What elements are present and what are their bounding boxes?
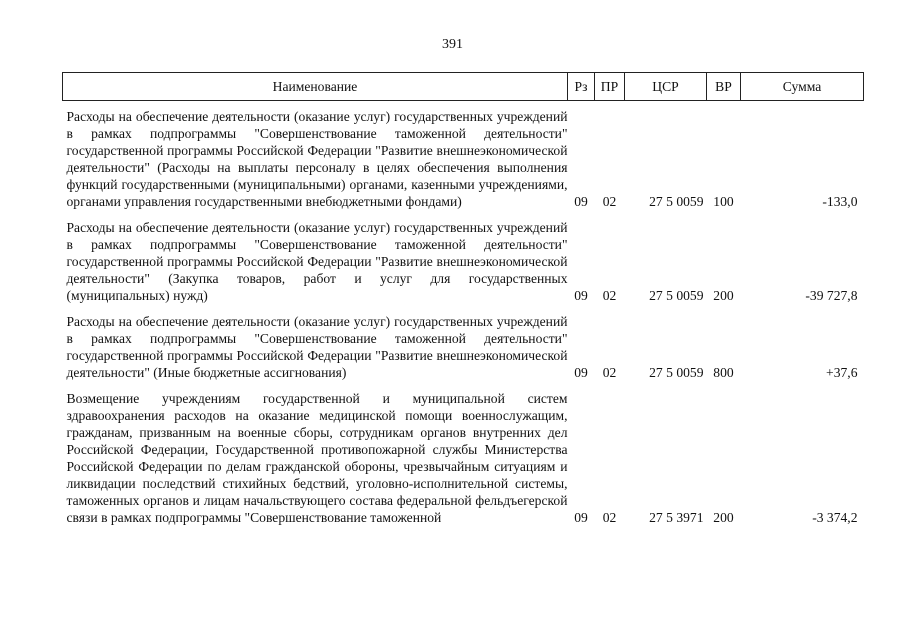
row-pr: 02	[602, 510, 617, 525]
row-sum: -39 727,8	[805, 288, 858, 303]
row-name: Расходы на обеспечение деятельности (оказание услуг) государственных учреждений в рамках подпрограммы "Совершенствование таможенной деятельности" государственной программы Российской Федерации "Развитие внешнеэкономической деятельности" (Закупка товаров, работ и услуг для государственных (муниципальных) нужд)	[66, 220, 568, 303]
header-vr: ВР	[707, 73, 741, 101]
row-rz: 09	[574, 288, 588, 303]
row-name: Возмещение учреждениям государственной и муниципальной систем здравоохранения расходов на оказание медицинской помощи военнослужащим, гражданам, призванным на военные сборы, сотрудникам органов внутренних дел Российской Федерации, Государственной противопожарной службы Министерства Российской Федерации по делам гражданской обороны, чрезвычайным ситуациям и ликвидации последствий стихийных бедствий, уголовно-исполнительной системы, таможенных органов и лицам начальствующего состава федеральной фельдъегерской связи в рамках подпрограммы "Совершенствование таможенной	[66, 391, 568, 525]
header-sum: Сумма	[741, 73, 864, 101]
row-pr: 02	[602, 365, 617, 380]
row-name: Расходы на обеспечение деятельности (оказание услуг) государственных учреждений в рамках подпрограммы "Совершенствование таможенной деятельности" государственной программы Российской Федерации "Развитие внешнеэкономической деятельности" (Расходы на выплаты персоналу в целях обеспечения выполнения функций государственными (муниципальными) органами, казенными учреждениями, органами управления государственными внебюджетными фондами)	[66, 109, 568, 209]
row-vr: 100	[713, 194, 734, 209]
header-pr: ПР	[595, 73, 625, 101]
row-vr: 800	[713, 365, 734, 380]
page-number: 391	[442, 37, 463, 52]
row-pr: 02	[602, 288, 617, 303]
row-csr: 27 5 0059	[649, 288, 704, 303]
table-header-row	[63, 73, 864, 101]
row-name: Расходы на обеспечение деятельности (оказание услуг) государственных учреждений в рамках подпрограммы "Совершенствование таможенной деятельности" государственной программы Российской Федерации "Развитие внешнеэкономической деятельности" (Иные бюджетные ассигнования)	[66, 314, 568, 380]
table-row	[63, 212, 864, 306]
header-rz: Рз	[568, 73, 595, 101]
row-sum: -3 374,2	[812, 510, 858, 525]
row-rz: 09	[574, 365, 588, 380]
row-pr: 02	[602, 194, 617, 209]
row-sum: -133,0	[822, 194, 858, 209]
header-csr: ЦСР	[625, 73, 707, 101]
table-row	[63, 306, 864, 383]
row-sum: +37,6	[826, 365, 858, 380]
table-row	[63, 101, 864, 213]
table-row	[63, 383, 864, 528]
budget-table	[62, 72, 864, 528]
row-csr: 27 5 3971	[649, 510, 704, 525]
row-vr: 200	[713, 510, 734, 525]
row-vr: 200	[713, 288, 734, 303]
row-csr: 27 5 0059	[649, 365, 704, 380]
row-rz: 09	[574, 510, 588, 525]
row-rz: 09	[574, 194, 588, 209]
row-csr: 27 5 0059	[649, 194, 704, 209]
header-name: Наименование	[63, 73, 568, 101]
